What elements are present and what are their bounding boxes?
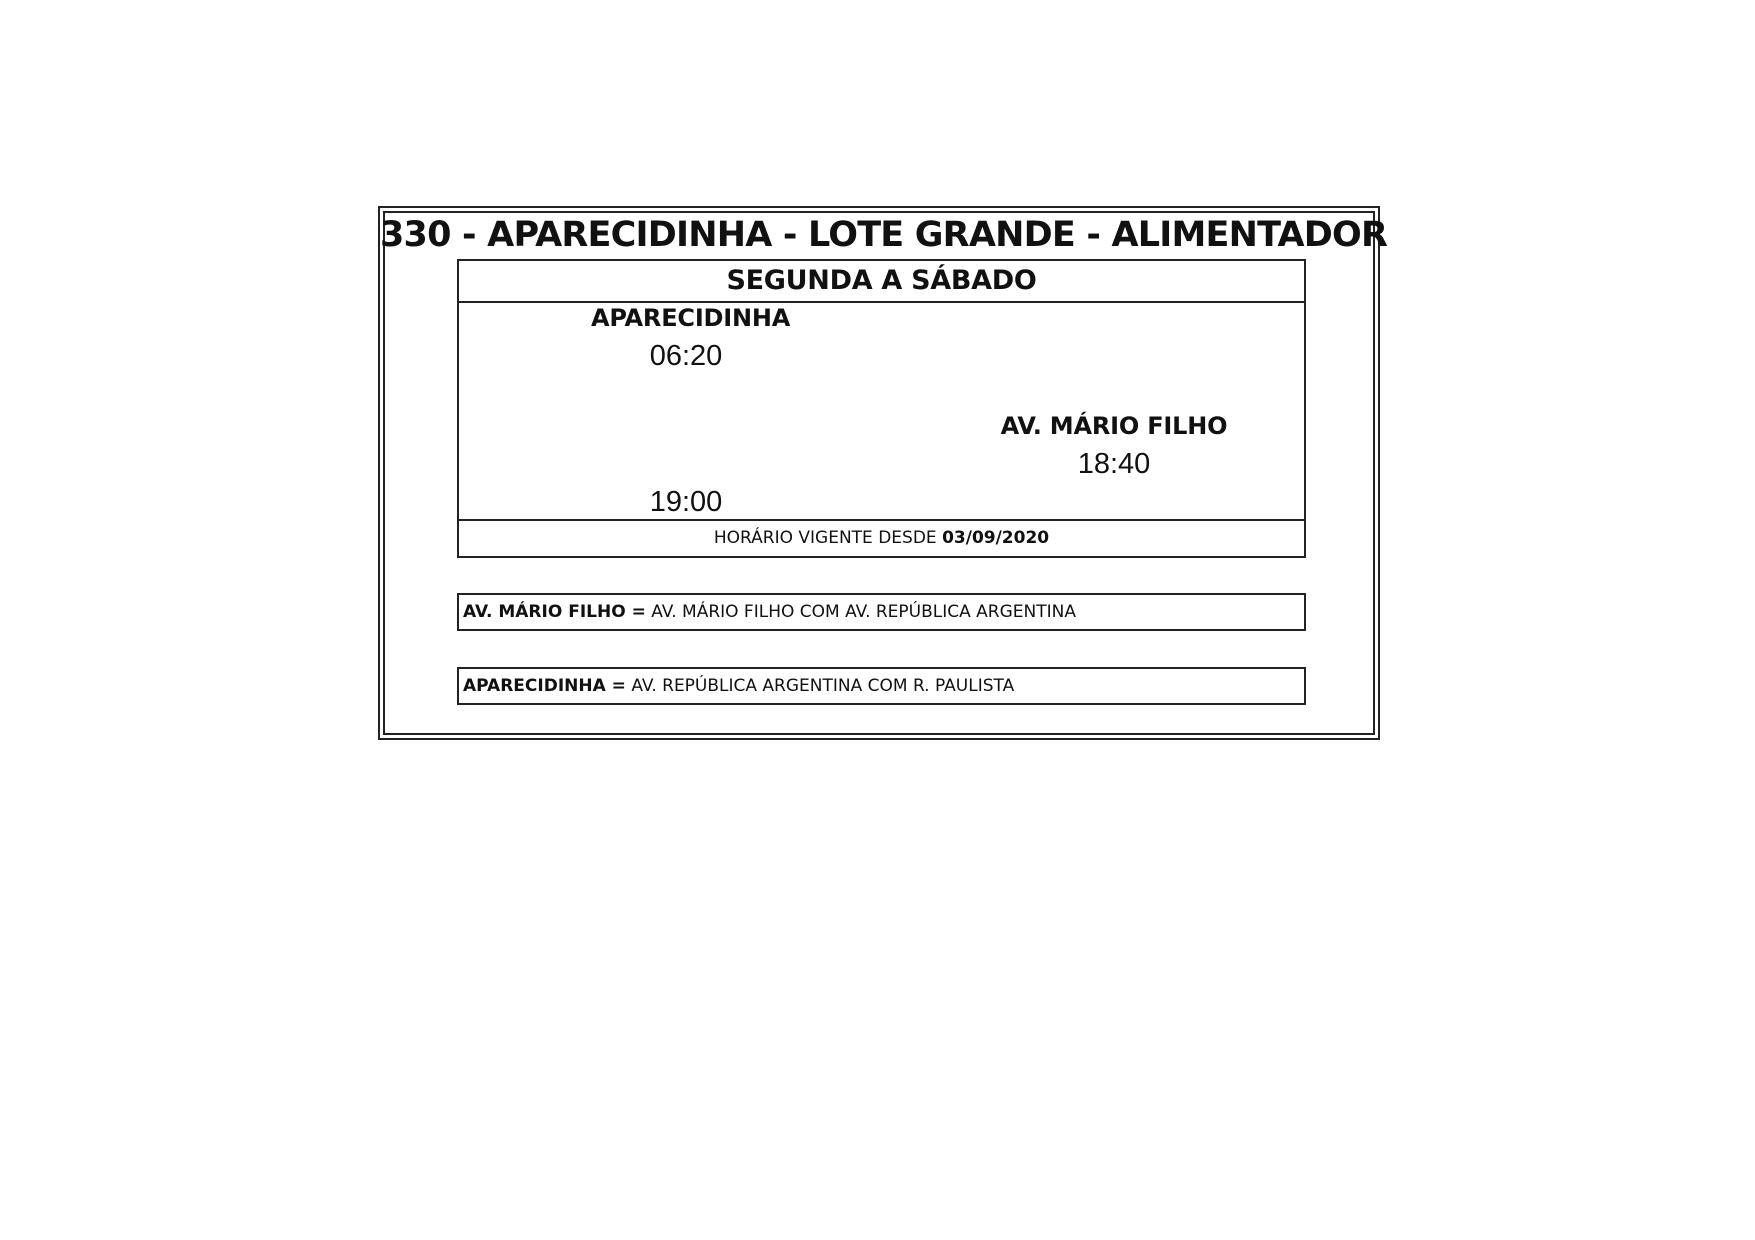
legend-av-mario-filho xyxy=(457,593,1306,631)
validity-text: HORÁRIO VIGENTE DESDE xyxy=(713,528,937,548)
schedule-table xyxy=(457,259,1306,558)
stop-label-av-mario-filho: AV. MÁRIO FILHO xyxy=(1000,412,1228,440)
departure-time: 06:20 xyxy=(649,340,723,372)
stop-label-aparecidinha: APARECIDINHA xyxy=(591,304,791,332)
legend-description: AV. MÁRIO FILHO COM AV. REPÚBLICA ARGENTINA xyxy=(651,602,1076,622)
legend-key: AV. MÁRIO FILHO = xyxy=(463,602,646,622)
route-title: 330 - APARECIDINHA - LOTE GRANDE - ALIMENTADOR xyxy=(380,215,1388,255)
validity-date: 03/09/2020 xyxy=(942,528,1050,548)
day-range-header: SEGUNDA A SÁBADO xyxy=(459,261,1304,303)
legend-key: APARECIDINHA = xyxy=(463,676,626,696)
departure-time: 19:00 xyxy=(649,486,723,518)
legend-description: AV. REPÚBLICA ARGENTINA COM R. PAULISTA xyxy=(631,676,1015,696)
validity-note xyxy=(459,519,1304,556)
departure-time: 18:40 xyxy=(1077,448,1151,480)
legend-aparecidinha xyxy=(457,667,1306,705)
